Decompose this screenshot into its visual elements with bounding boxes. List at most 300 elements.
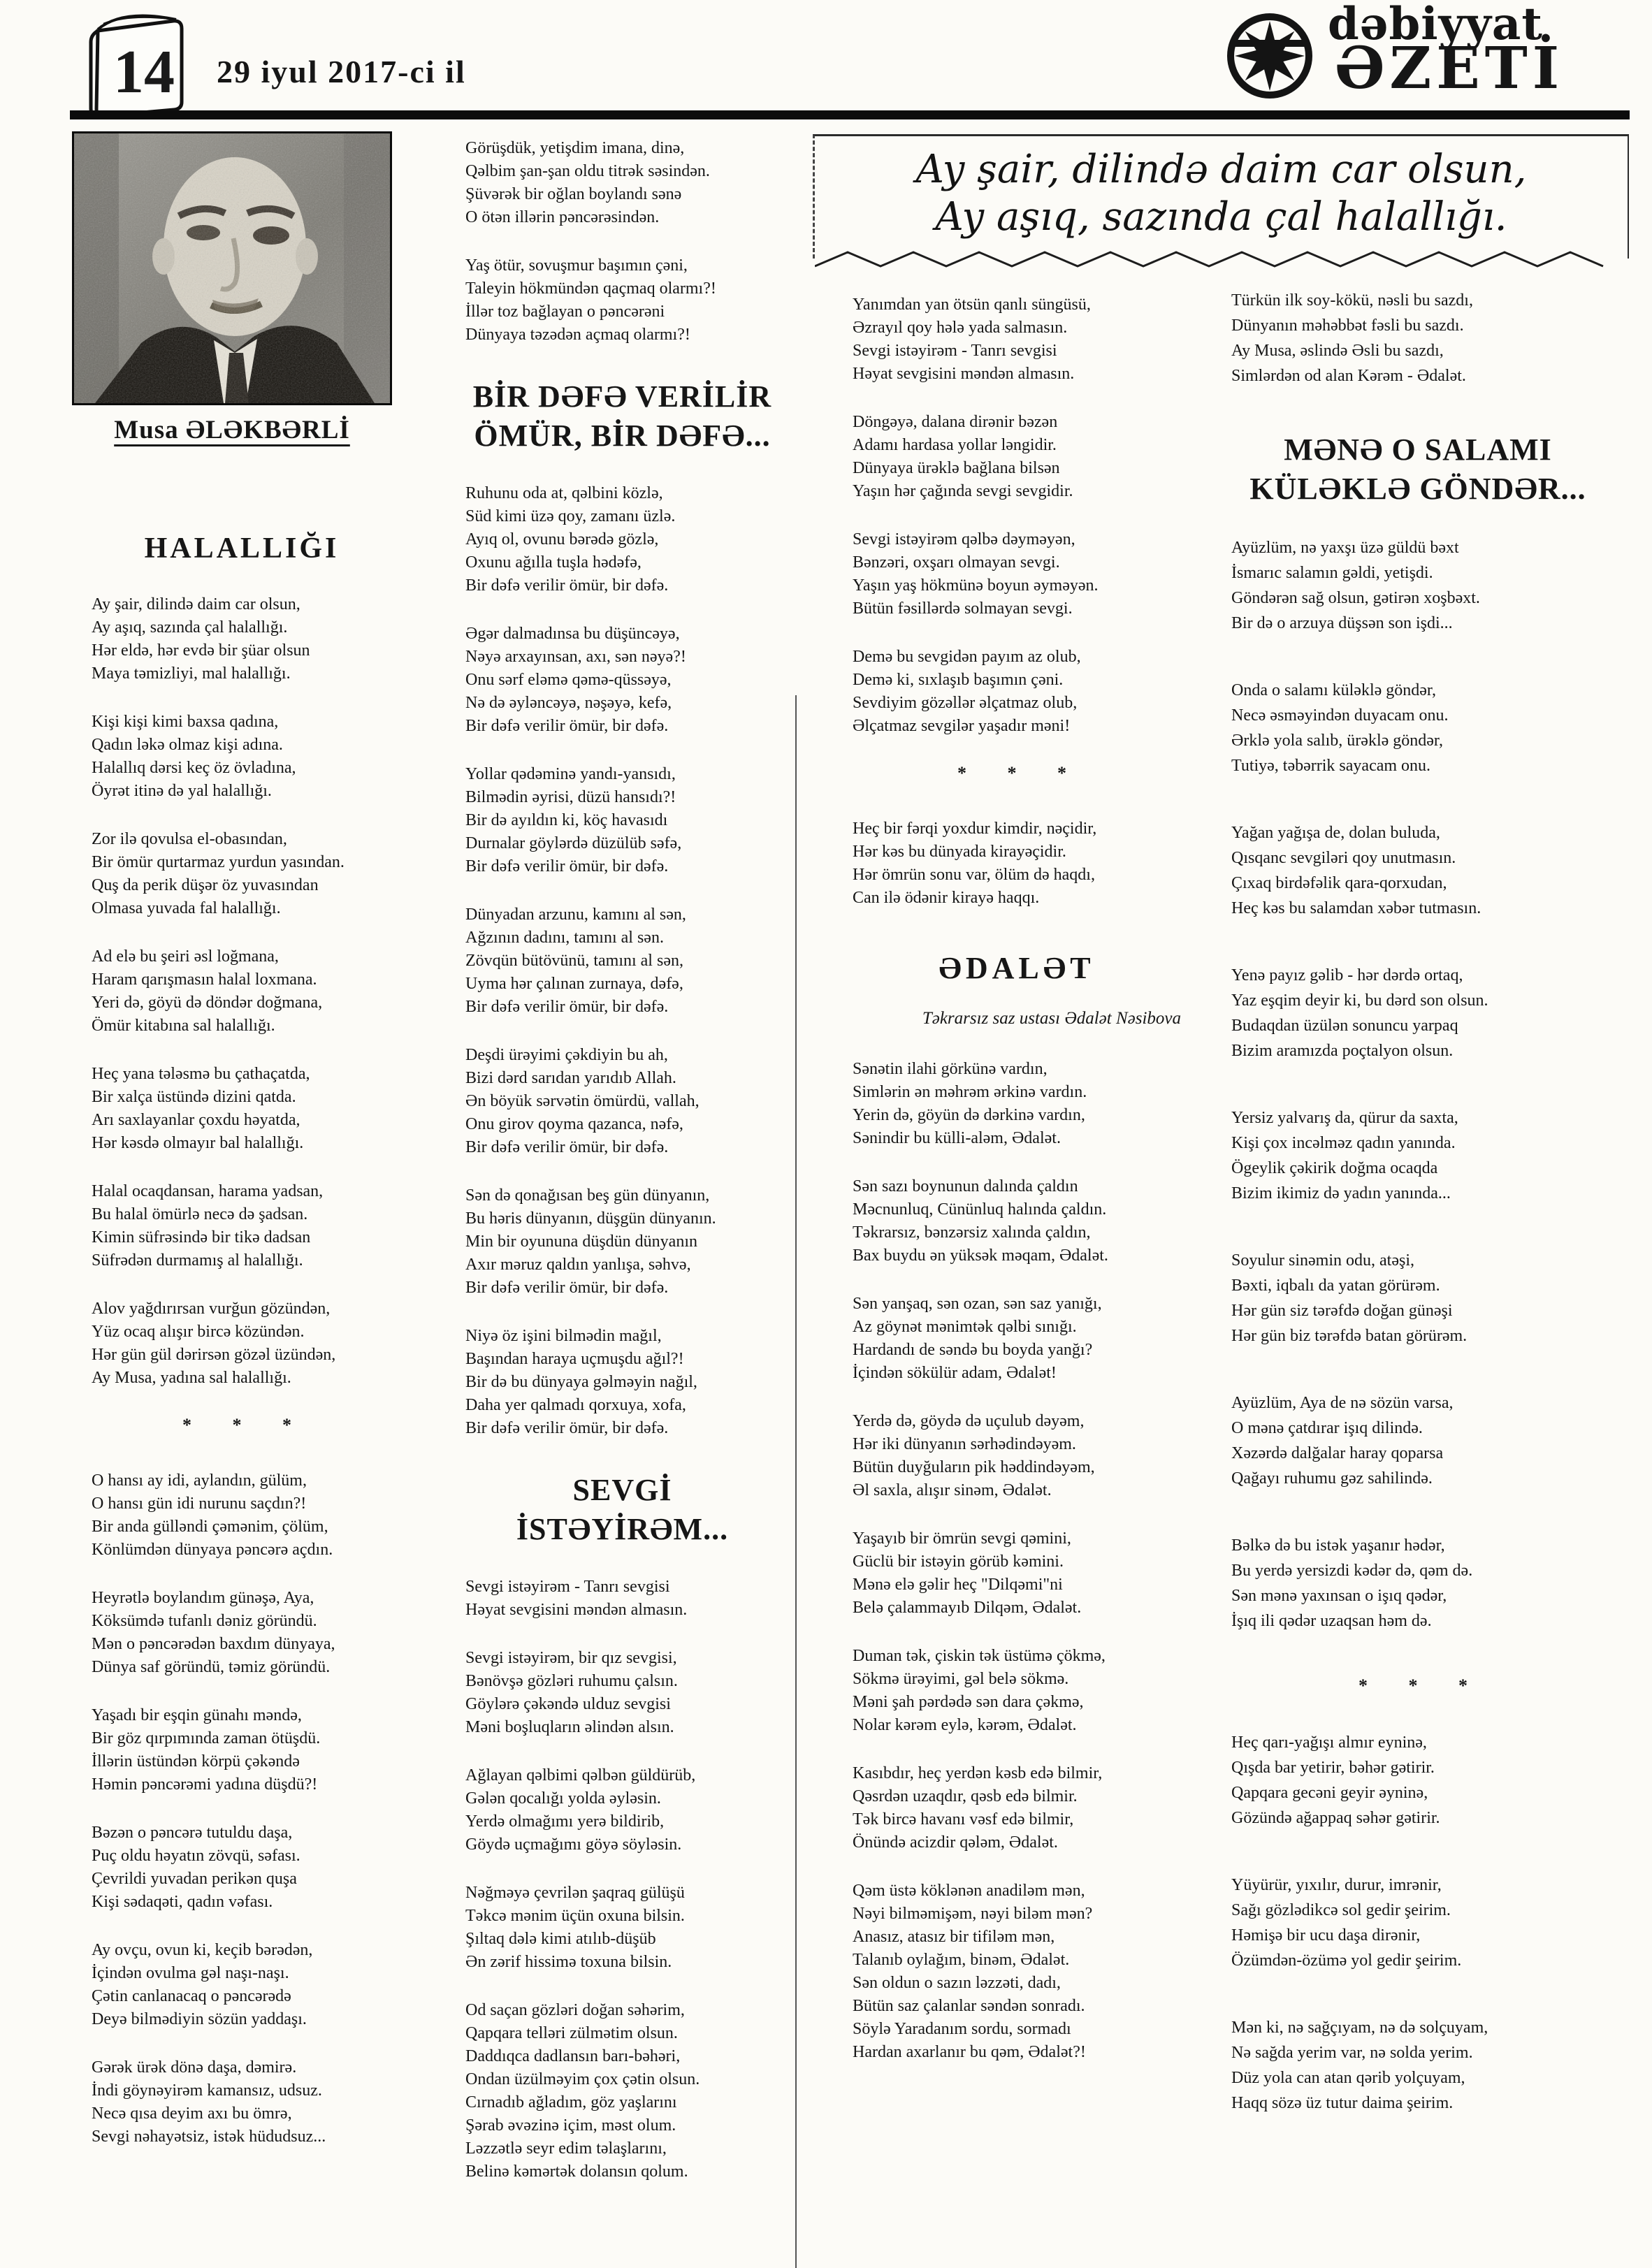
poem-line: Əl saxla, alışır sinəm, Ədalət. bbox=[853, 1481, 1052, 1499]
poem-line: Təkcə mənim üçün oxuna bilsin. bbox=[465, 1907, 685, 1925]
poem-line: Həmin pəncərəmi yadına düşdü?! bbox=[92, 1775, 318, 1794]
poem-line: Sevgi istəyirəm - Tanrı sevgisi bbox=[853, 342, 1057, 360]
zigzag-divider bbox=[815, 249, 1627, 271]
poem-line: Şıltaq dələ kimi atılıb-düşüb bbox=[465, 1930, 656, 1948]
poem-line: Gərək ürək dönə daşa, dəmirə. bbox=[92, 2058, 297, 2077]
banner-line-2: Ay aşıq, sazında çal halallığı. bbox=[935, 194, 1507, 240]
poem-line: Hər iki dünyanın sərhədindəyəm. bbox=[853, 1435, 1076, 1453]
poem-line: Sağı gözlədikcə sol gedir şeirim. bbox=[1231, 1901, 1451, 1919]
poem-line: Arı saxlayanlar çoxdu həyatda, bbox=[92, 1111, 300, 1129]
poem-line: Bu həris dünyanın, düşgün dünyanın. bbox=[465, 1209, 716, 1228]
poem-line: Bir dəfə verilir ömür, bir dəfə. bbox=[465, 717, 669, 735]
poem-line: Ondan üzülməyim çox çətin olsun. bbox=[465, 2070, 700, 2088]
poem-line: İşıq ili qədər uzaqsan həm də. bbox=[1231, 1612, 1432, 1630]
poem-line: Şərab əvəzinə içim, məst olum. bbox=[465, 2116, 676, 2135]
poem-stanza bbox=[92, 1469, 392, 1562]
poem-line: İndi göynəyirəm kamansız, udsuz. bbox=[92, 2081, 322, 2100]
column-divider bbox=[795, 695, 797, 2268]
poem-stanza bbox=[853, 1645, 1181, 1737]
poem-stanza bbox=[1231, 1730, 1604, 1831]
poem-stanza bbox=[1231, 288, 1604, 388]
poem-line: O ötən illərin pəncərəsindən. bbox=[465, 208, 660, 226]
poem-line: Kişi çox incəlməz qadın yanında. bbox=[1231, 1134, 1456, 1152]
poem-line: Bir xalça üstündə dizini qatda. bbox=[92, 1088, 296, 1106]
poem-line: Belinə kəmərtək dolansın qolum. bbox=[465, 2162, 688, 2181]
poem-line: Sən oldun o sazın ləzzəti, dadı, bbox=[853, 1974, 1061, 1992]
poem-line: Anasız, atasız bir tifiləm mən, bbox=[853, 1928, 1055, 1946]
poem-line: Önündə acizdir qələm, Ədalət. bbox=[853, 1833, 1058, 1852]
poem-line: Nəyi bilməmişəm, nəyi biləm mən? bbox=[853, 1905, 1093, 1923]
poem-line: İsmarıc salamın gəldi, yetişdi. bbox=[1231, 564, 1433, 582]
poem-line: Bütün fəsillərdə solmayan sevgi. bbox=[853, 599, 1073, 618]
star-sun-emblem-icon bbox=[1217, 1, 1322, 106]
poem-line: Bənzəri, oxşarı olmayan sevgi. bbox=[853, 553, 1060, 572]
poem-stanza bbox=[1231, 1248, 1604, 1349]
poem-line: Necə qısa deyim axı bu ömrə, bbox=[92, 2105, 292, 2123]
poem-line: Bir dəfə verilir ömür, bir dəfə. bbox=[465, 1279, 669, 1297]
poem-line: Nə də əyləncəyə, nəşəyə, kefə, bbox=[465, 694, 672, 712]
poem-line: Hər eldə, hər evdə bir şüar olsun bbox=[92, 641, 310, 660]
poem-line: Hardan axarlanır bu qəm, Ədalət?! bbox=[853, 2043, 1086, 2061]
poem-line: Yollar qədəminə yandı-yansıdı, bbox=[465, 765, 676, 783]
poem-line: Onu girov qoyma qazanca, nəfə, bbox=[465, 1115, 683, 1133]
poem-line: Talanıb oylağım, binəm, Ədalət. bbox=[853, 1951, 1070, 1969]
poem-line: Çətin canlanacaq o pəncərədə bbox=[92, 1987, 291, 2005]
poem-stanza bbox=[92, 945, 392, 1038]
poem-stanza bbox=[465, 1999, 779, 2183]
poem-stanza bbox=[853, 1410, 1181, 1502]
poem-line: Söylə Yaradanım sordu, sormadı bbox=[853, 2020, 1071, 2038]
poem-line: Əlçatmaz sevgilər yaşadır məni! bbox=[853, 717, 1071, 735]
poem-line: Ağlayan qəlbimi qəlbən güldürüb, bbox=[465, 1766, 696, 1784]
stanza-separator: * * * bbox=[1358, 1675, 1486, 1696]
poem-stanza bbox=[465, 1325, 779, 1440]
poem-line: Hər kəs bu dünyada kirayəçidir. bbox=[853, 843, 1066, 861]
poem-line: Ay Musa, yadına sal halallığı. bbox=[92, 1369, 291, 1387]
poem-stanza bbox=[92, 2056, 392, 2149]
poem-line: Dünyaya ürəklə bağlana bilsən bbox=[853, 459, 1060, 477]
poem-line: Yüz ocaq alışır bircə közündən. bbox=[92, 1323, 305, 1341]
poem-line: Məni boşluqların əlindən alsın. bbox=[465, 1718, 674, 1736]
poem-stanza bbox=[465, 1764, 779, 1856]
poem-line: Süd kimi üzə qoy, zamanı üzlə. bbox=[465, 507, 676, 525]
poem-line: Bir göz qırpımında zaman ötüşdü. bbox=[92, 1729, 321, 1747]
poem-stanza bbox=[92, 1180, 392, 1272]
poem-line: Belə çalammayıb Dilqəm, Ədalət. bbox=[853, 1599, 1082, 1617]
poem-line: İllər toz bağlayan o pəncərəni bbox=[465, 303, 665, 321]
poem-line: Şüvərək bir oğlan boylandı sənə bbox=[465, 185, 682, 203]
poem-line: Köksümdə tufanlı dəniz göründü. bbox=[92, 1612, 317, 1630]
poem-line: Qəlbim şan-şan oldu titrək səsindən. bbox=[465, 162, 710, 180]
stanza-separator: * * * bbox=[957, 763, 1085, 783]
poem-line: Sənətin ilahi görkünə vardın, bbox=[853, 1060, 1048, 1078]
poem-line: Quş da perik düşər öz yuvasından bbox=[92, 876, 319, 894]
poem-line: Həyat sevgisini məndən almasın. bbox=[853, 365, 1075, 383]
poem-line: Xəzərdə dalğalar haray qoparsa bbox=[1231, 1444, 1444, 1462]
masthead-line1: dəbiyyat bbox=[1328, 0, 1543, 50]
poem-line: Ayüzlüm, Aya de nə sözün varsa, bbox=[1231, 1394, 1454, 1412]
poem-line: Simlərdən od alan Kərəm - Ədalət. bbox=[1231, 367, 1466, 385]
poem-title-line: MƏNƏ O SALAMI bbox=[1284, 432, 1552, 467]
poem-line: Öyrət itinə də yal halallığı. bbox=[92, 782, 272, 800]
poem-line: Deyə bilmədiyin sözün yaddaşı. bbox=[92, 2010, 307, 2028]
poem-stanza bbox=[853, 646, 1181, 738]
poem-stanza bbox=[465, 1184, 779, 1300]
poem-stanza bbox=[1231, 2015, 1604, 2116]
poem-line: Könlümdən dünyaya pəncərə açdın. bbox=[92, 1541, 333, 1559]
poem-stanza bbox=[465, 1882, 779, 1974]
poem-line: Sevgi istəyirəm qəlbə dəyməyən, bbox=[853, 530, 1075, 548]
poem-line: Bütün saz çalanlar səndən sonradı. bbox=[853, 1997, 1085, 2015]
poem-line: Yerdə olmağımı yerə bildirib, bbox=[465, 1812, 665, 1831]
poem-line: Bütün duyğuların pik həddindəyəm, bbox=[853, 1458, 1095, 1476]
poem-line: Sən də qonağısan beş gün dünyanın, bbox=[465, 1186, 710, 1205]
poem-line: Bizim ikimiz də yadın yanında... bbox=[1231, 1184, 1451, 1202]
poem-line: Qadın ləkə olmaz kişi adına. bbox=[92, 736, 283, 754]
poem-line: Hər gün gül dərirsən gözəl üzündən, bbox=[92, 1346, 336, 1364]
poem-line: Gözündə ağappaq səhər gətirir. bbox=[1231, 1809, 1440, 1827]
poem-line: Sənindir bu külli-aləm, Ədalət. bbox=[853, 1129, 1061, 1147]
poem-line: Ağzının dadını, tamını al sən. bbox=[465, 929, 664, 947]
poem-line: Ay aşıq, sazında çal halallığı. bbox=[92, 618, 288, 637]
poem-stanza bbox=[465, 903, 779, 1019]
poem-line: Ögeylik çəkirik doğma ocaqda bbox=[1231, 1159, 1438, 1177]
poem-stanza bbox=[465, 254, 779, 347]
poem-line: Yaş ötür, sovuşmur başımın çəni, bbox=[465, 256, 688, 275]
header-rule bbox=[70, 110, 1630, 119]
column-1-blocks bbox=[72, 529, 392, 2149]
author-name: Musa ƏLƏKBƏRLİ bbox=[114, 416, 350, 444]
poem-line: Qəm üstə köklənən anadiləm mən, bbox=[853, 1882, 1085, 1900]
poem-stanza bbox=[1231, 1390, 1604, 1491]
poem-line: Ay Musa, əslində Əsli bu sazdı, bbox=[1231, 342, 1444, 360]
poem-line: Kasıbdır, heç yerdən kəsb edə bilmir, bbox=[853, 1764, 1103, 1782]
poem-line: Çevrildi yuvadan perikən quşa bbox=[92, 1870, 297, 1888]
poem-line: Bəzən o pəncərə tutuldu daşa, bbox=[92, 1824, 293, 1842]
poem-line: Bəxti, iqbalı da yatan görürəm. bbox=[1231, 1277, 1440, 1295]
poem-line: O hansı ay idi, aylandın, gülüm, bbox=[92, 1471, 307, 1490]
page-number-glyph: 14 bbox=[113, 38, 175, 106]
poem-line: Ömür kitabına sal halallığı. bbox=[92, 1017, 275, 1035]
poem-line: Hər gün siz tərəfdə doğan günəşi bbox=[1231, 1302, 1453, 1320]
poem-line: Olmasa yuvada fal halallığı. bbox=[92, 899, 281, 917]
poem-line: Məcnunluq, Cününluq halında çaldın. bbox=[853, 1200, 1107, 1219]
poem-line: Halallıq dərsi keç öz övladına, bbox=[92, 759, 296, 777]
poem-line: Görüşdük, yetişdim imana, dinə, bbox=[465, 139, 685, 157]
poem-line: Ən böyük sərvətin ömürdü, vallah, bbox=[465, 1092, 700, 1110]
poem-stanza bbox=[465, 1044, 779, 1159]
poem-line: Yenə payız gəlib - hər dərdə ortaq, bbox=[1231, 966, 1463, 984]
poem-line: Nəyə arxayınsan, axı, sən nəyə?! bbox=[465, 648, 686, 666]
poem-line: Can ilə ödənir kirayə haqqı. bbox=[853, 889, 1040, 907]
poem-line: Onda o salamı küləklə göndər, bbox=[1231, 681, 1436, 699]
poem-stanza bbox=[92, 1297, 392, 1390]
poem-line: Hər ömrün sonu var, ölüm də haqdı, bbox=[853, 866, 1095, 884]
poem-title bbox=[465, 1471, 779, 1549]
poem-line: Ay şair, dilində daim car olsun, bbox=[92, 595, 300, 613]
poem-line: Mənə elə gəlir heç "Dilqəmi"ni bbox=[853, 1576, 1063, 1594]
poem-line: Əzrayıl qoy hələ yada salmasın. bbox=[853, 319, 1068, 337]
poem-line: Qapqara telləri zülmətim olsun. bbox=[465, 2024, 678, 2042]
poem-line: Nə sağda yerim var, nə solda yerim. bbox=[1231, 2044, 1473, 2062]
poem-line: Həmişə bir ucu daşa dirənir, bbox=[1231, 1926, 1421, 1944]
poem-line: Yanımdan yan ötsün qanlı süngüsü, bbox=[853, 296, 1091, 314]
poem-line: Hər kəsdə olmayır bal halallığı. bbox=[92, 1134, 304, 1152]
poem-line: Kimin süfrəsində bir tikə dadsan bbox=[92, 1228, 311, 1246]
poem-line: Taleyin hökmündən qaçmaq olarmı?! bbox=[465, 279, 716, 298]
poem-stanza bbox=[92, 593, 392, 685]
poem-line: Mən ki, nə sağçıyam, nə də solçuyam, bbox=[1231, 2019, 1488, 2037]
poem-stanza bbox=[465, 482, 779, 597]
poem-line: Tutiyə, təbərrik sayacam onu. bbox=[1231, 757, 1431, 775]
poem-line: Heyrətlə boylandım günəşə, Aya, bbox=[92, 1589, 314, 1607]
poem-line: Simlərin ən məhrəm ərkinə vardın. bbox=[853, 1083, 1087, 1101]
poem-line: Güclü bir istəyin görüb kəmini. bbox=[853, 1553, 1064, 1571]
poem-line: Ay ovçu, ovun ki, keçib bərədən, bbox=[92, 1941, 313, 1959]
poem-line: Soyulur sinəmin odu, atəşi, bbox=[1231, 1251, 1414, 1270]
poem-title bbox=[853, 949, 1181, 988]
headline-banner bbox=[813, 134, 1629, 259]
poem-line: Sən yanşaq, sən ozan, sən saz yanığı, bbox=[853, 1295, 1102, 1313]
poem-line: Hardandı de səndə bu boyda yanğı? bbox=[853, 1341, 1093, 1359]
poem-line: Puç oldu həyatın zövqü, səfası. bbox=[92, 1847, 300, 1865]
poem-stanza bbox=[92, 828, 392, 920]
poem-line: Oxunu ağılla tuşla hədəfə, bbox=[465, 553, 642, 572]
poem-stanza bbox=[853, 817, 1181, 910]
poem-line: Döngəyə, dalana dirənir bəzən bbox=[853, 413, 1058, 431]
poem-line: Bir ömür qurtarmaz yurdun yasından. bbox=[92, 853, 345, 871]
poem-line: Özümdən-özümə yol gedir şeirim. bbox=[1231, 1951, 1462, 1970]
poem-line: Daddıqca dadlansın barı-bəhəri, bbox=[465, 2047, 681, 2065]
poem-line: Duman tək, çiskin tək üstümə çökmə, bbox=[853, 1647, 1106, 1665]
poem-stanza bbox=[92, 1822, 392, 1914]
poem-stanza bbox=[465, 763, 779, 878]
poem-title-line: ƏDALƏT bbox=[939, 951, 1095, 985]
poem-line: Haqq sözə üz tutur daima şeirim. bbox=[1231, 2094, 1454, 2112]
poem-stanza bbox=[853, 411, 1181, 503]
poem-line: Yaşadı bir eşqin günahı məndə, bbox=[92, 1706, 302, 1724]
poem-line: İllərin üstündən körpü çəkəndə bbox=[92, 1752, 300, 1771]
poem-line: Sevgi nəhayətsiz, istək hüdudsuz... bbox=[92, 2128, 326, 2146]
masthead-line2: ƏZETİ bbox=[1335, 35, 1565, 102]
poem-line: Onu sərf eləmə qəmə-qüssəyə, bbox=[465, 671, 672, 689]
poem-line: Türkün ilk soy-kökü, nəsli bu sazdı, bbox=[1231, 291, 1473, 310]
poem-line: Bir də o arzuya düşsən son işdi... bbox=[1231, 614, 1453, 632]
poem-line: Ad elə bu şeiri əsl loğmana, bbox=[92, 947, 279, 966]
poem-stanza bbox=[853, 293, 1181, 386]
poem-line: Bənövşə gözləri ruhumu çalsın. bbox=[465, 1672, 678, 1690]
poem-line: Bir dəfə verilir ömür, bir dəfə. bbox=[465, 1419, 669, 1437]
poem-line: Düz yola can atan qərib yolçuyam, bbox=[1231, 2069, 1465, 2087]
poem-title-line: SEVGİ İSTƏYİRƏM... bbox=[516, 1473, 729, 1546]
poem-line: Bizi dərd sarıdan yarıdıb Allah. bbox=[465, 1069, 676, 1087]
poem-line: Yaşayıb bir ömrün sevgi qəmini, bbox=[853, 1529, 1071, 1548]
poem-title bbox=[465, 377, 779, 456]
poem-line: Nəğməyə çevrilən şaqraq gülüşü bbox=[465, 1884, 685, 1902]
poem-title-line: KÜLƏKLƏ GÖNDƏR... bbox=[1249, 472, 1586, 506]
poem-stanza bbox=[465, 137, 779, 229]
poem-line: Budaqdan üzülən sonuncu yarpaq bbox=[1231, 1017, 1458, 1035]
poem-line: Bir dəfə verilir ömür, bir dəfə. bbox=[465, 576, 669, 595]
poem-line: Göydə uçmağımı göyə söyləsin. bbox=[465, 1836, 682, 1854]
poem-line: Yerdə də, göydə də uçulub dəyəm, bbox=[853, 1412, 1085, 1430]
poem-line: Yaşın hər çağında sevgi sevgidir. bbox=[853, 482, 1073, 500]
poem-stanza bbox=[92, 1063, 392, 1155]
poem-stanza bbox=[465, 1576, 779, 1622]
poem-stanza bbox=[92, 1704, 392, 1796]
poem-line: Bir də ayıldın ki, köç havasıdı bbox=[465, 811, 668, 829]
poem-line: Ayıq ol, ovunu bərədə gözlə, bbox=[465, 530, 659, 548]
poem-line: Yerin də, göyün də dərkinə vardın, bbox=[853, 1106, 1085, 1124]
poem-line: Heç bir fərqi yoxdur kimdir, nəçidir, bbox=[853, 820, 1097, 838]
poem-title-line: ÖMÜR, BİR DƏFƏ... bbox=[474, 419, 771, 453]
poem-stanza bbox=[92, 1939, 392, 2031]
poem-line: Kişi sədaqəti, qadın vəfası. bbox=[92, 1893, 273, 1911]
poem-line: Qağayı ruhumu gəz sahilində. bbox=[1231, 1469, 1433, 1488]
poem-line: O mənə çatdırar işıq dilində. bbox=[1231, 1419, 1423, 1437]
poem-line: Alov yağdırırsan vurğun gözündən, bbox=[92, 1300, 331, 1318]
poem-line: Halal ocaqdansan, harama yadsan, bbox=[92, 1182, 324, 1200]
masthead-logo bbox=[1217, 1, 1637, 112]
poem-stanza bbox=[853, 1058, 1181, 1150]
poem-line: Sən sazı boynunun dalında çaldın bbox=[853, 1177, 1078, 1195]
poem-line: Od saçan gözləri doğan səhərim, bbox=[465, 2001, 685, 2019]
poem-line: Sevgi istəyirəm - Tanrı sevgisi bbox=[465, 1578, 670, 1596]
poem-line: Sən mənə yaxınsan o işıq qədər, bbox=[1231, 1587, 1447, 1605]
poem-line: Göylərə çəkəndə ulduz sevgisi bbox=[465, 1695, 671, 1713]
poem-line: Bilmədin əyrisi, düzü hansıdı?! bbox=[465, 788, 676, 806]
poem-line: Ayüzlüm, nə yaxşı üzə güldü bəxt bbox=[1231, 539, 1459, 557]
poem-stanza bbox=[92, 711, 392, 803]
poem-stanza bbox=[853, 1175, 1181, 1267]
poem-stanza bbox=[853, 1527, 1181, 1620]
banner-line-1: Ay şair, dilində daim car olsun, bbox=[915, 147, 1527, 192]
poem-line: Haram qarışmasın halal loxmana. bbox=[92, 971, 317, 989]
poem-line: Başından haraya uçmuşdu ağıl?! bbox=[465, 1350, 684, 1368]
poem-line: Heç qarı-yağışı almır eyninə, bbox=[1231, 1733, 1427, 1752]
poem-title bbox=[1231, 430, 1604, 509]
poem-line: Dünya saf göründü, təmiz göründü. bbox=[92, 1658, 331, 1676]
poem-line: O hansı gün idi nurunu saçdın?! bbox=[92, 1495, 307, 1513]
poem-line: Bir dəfə verilir ömür, bir dəfə. bbox=[465, 1138, 669, 1156]
poem-line: Süfrədən durmamış al halallığı. bbox=[92, 1251, 303, 1270]
poem-line: Həyat sevgisini məndən almasın. bbox=[465, 1601, 688, 1619]
poem-line: Yağan yağışa de, dolan buluda, bbox=[1231, 824, 1440, 842]
poem-line: Ən zərif hissimə toxuna bilsin. bbox=[465, 1953, 672, 1971]
poem-line: Demə bu sevgidən payım az olub, bbox=[853, 648, 1081, 666]
poem-line: Yüyürür, yıxılır, durur, imrənir, bbox=[1231, 1876, 1442, 1894]
poem-stanza bbox=[853, 1293, 1181, 1385]
poem-stanza bbox=[465, 1647, 779, 1739]
poem-line: Ərklə yola salıb, ürəklə göndər, bbox=[1231, 732, 1443, 750]
poem-dedication: Təkrarsız saz ustası Ədalət Nəsibova bbox=[922, 1009, 1181, 1028]
stanza-separator: * * * bbox=[182, 1415, 310, 1435]
poem-line: Bir də bu dünyaya gəlməyin nağıl, bbox=[465, 1373, 697, 1391]
poem-line: Maya təmizliyi, mal halallığı. bbox=[92, 664, 291, 683]
poem-stanza bbox=[1231, 1533, 1604, 1634]
poem-stanza bbox=[1231, 1873, 1604, 1973]
poem-title bbox=[92, 529, 392, 568]
poem-stanza bbox=[1231, 678, 1604, 778]
poem-line: Bir dəfə verilir ömür, bir dəfə. bbox=[465, 857, 669, 875]
poem-stanza bbox=[1231, 535, 1604, 636]
poem-line: Bir anda gülləndi çəmənim, çölüm, bbox=[92, 1518, 328, 1536]
poem-line: Yeri də, göyü də döndər doğmana, bbox=[92, 994, 323, 1012]
poem-line: Bu yerdə yersizdi kədər də, qəm də. bbox=[1231, 1562, 1473, 1580]
poem-line: Ruhunu oda at, qəlbini közlə, bbox=[465, 484, 663, 502]
poem-line: Uyma hər çalınan zurnaya, dəfə, bbox=[465, 975, 683, 993]
poem-stanza bbox=[1231, 820, 1604, 921]
column-1 bbox=[72, 131, 392, 2174]
author-portrait-photo bbox=[72, 131, 392, 405]
poem-line: Sevdiyim gözəllər əlçatmaz olub, bbox=[853, 694, 1078, 712]
poem-line: Yaşın yaş hökmünə boyun əyməyən. bbox=[853, 576, 1099, 595]
column-4 bbox=[1216, 288, 1604, 2158]
poem-line: İçindən ovulma gəl naşı-naşı. bbox=[92, 1964, 289, 1982]
poem-line: Qışda bar yetirir, bəhər gətirir. bbox=[1231, 1759, 1435, 1777]
poem-line: Axır məruz qaldın yanlışa, səhvə, bbox=[465, 1256, 691, 1274]
poem-line: Dünyadan arzunu, kamını al sən, bbox=[465, 906, 686, 924]
poem-line: Deşdi ürəyimi çəkdiyin bu ah, bbox=[465, 1046, 668, 1064]
poem-line: Daha yer qalmadı qorxuya, xofa, bbox=[465, 1396, 686, 1414]
poem-line: Qəsrdən uzaqdır, qəsb edə bilmir. bbox=[853, 1787, 1078, 1805]
poem-line: Adamı hardasa yollar ləngidir. bbox=[853, 436, 1057, 454]
poem-stanza bbox=[853, 528, 1181, 620]
poem-line: Dünyanın məhəbbət fəsli bu sazdı. bbox=[1231, 317, 1464, 335]
poem-line: Sökmə ürəyimi, gəl belə sökmə. bbox=[853, 1670, 1069, 1688]
poem-line: Min bir oyununa düşdün dünyanın bbox=[465, 1233, 697, 1251]
poem-line: Hər gün biz tərəfdə batan görürəm. bbox=[1231, 1327, 1468, 1345]
poem-line: Sevgi istəyirəm, bir qız sevgisi, bbox=[465, 1649, 677, 1667]
poem-stanza bbox=[1231, 963, 1604, 1063]
poem-line: Gələn qocalığı yolda əyləsin. bbox=[465, 1789, 661, 1808]
poem-line: Heç kəs bu salamdan xəbər tutmasın. bbox=[1231, 899, 1481, 917]
poem-stanza bbox=[853, 1880, 1181, 2064]
poem-line: Yaz eşqim deyir ki, bu dərd son olsun. bbox=[1231, 991, 1488, 1010]
page-date: 29 iyul 2017-ci il bbox=[217, 54, 466, 89]
poem-line: Dünyaya təzədən açmaq olarmı?! bbox=[465, 326, 690, 344]
poem-stanza bbox=[853, 1762, 1181, 1854]
poem-line: Az göynət mənimtək qəlbi sınığı. bbox=[853, 1318, 1077, 1336]
poem-line: Bəlkə də bu istək yaşanır hədər, bbox=[1231, 1536, 1445, 1555]
poem-title-line: HALALLIĞI bbox=[144, 532, 340, 565]
poem-title-line: BİR DƏFƏ VERİLİR bbox=[472, 379, 772, 414]
poem-line: Zövqün bütövünü, tamını al sən, bbox=[465, 952, 683, 970]
poem-stanza bbox=[1231, 1105, 1604, 1206]
poem-line: Ləzzətlə seyr edim təlaşlarını, bbox=[465, 2139, 667, 2158]
poem-stanza bbox=[465, 623, 779, 738]
poem-line: Niyə öz işini bilmədin mağıl, bbox=[465, 1327, 662, 1345]
poem-line: Durnalar göylərdə düzülüb səfə, bbox=[465, 834, 682, 852]
poem-line: Göndərən sağ olsun, gətirən xoşbəxt. bbox=[1231, 589, 1480, 607]
poem-line: Bax buydu ən yüksək məqam, Ədalət. bbox=[853, 1246, 1108, 1265]
column-3 bbox=[818, 293, 1181, 2089]
poem-line: Qapqara gecəni geyir əyninə, bbox=[1231, 1784, 1428, 1802]
poem-line: Təkrarsız, bənzərsiz xalında çaldın, bbox=[853, 1223, 1091, 1242]
poem-line: Tək bircə havanı vəsf edə bilmir, bbox=[853, 1810, 1074, 1829]
poem-line: Bizim aramızda poçtalyon olsun. bbox=[1231, 1042, 1454, 1060]
poem-line: İçindən sökülür adam, Ədalət! bbox=[853, 1364, 1057, 1382]
poem-line: Heç yana tələsmə bu çathaçatda, bbox=[92, 1065, 310, 1083]
poem-line: Qısqanc sevgiləri qoy unutmasın. bbox=[1231, 849, 1456, 867]
poem-line: Bu halal ömürlə necə də şadsan. bbox=[92, 1205, 308, 1223]
book-page-icon bbox=[67, 6, 204, 117]
poem-line: Çıxaq birdəfəlik qara-qorxudan, bbox=[1231, 874, 1447, 892]
poem-line: Necə əsməyindən duyacam onu. bbox=[1231, 706, 1449, 725]
poem-line: Bir dəfə verilir ömür, bir dəfə. bbox=[465, 998, 669, 1016]
poem-line: Əgər dalmadınsa bu düşüncəyə, bbox=[465, 625, 680, 643]
poem-line: Nolar kərəm eylə, kərəm, Ədalət. bbox=[853, 1716, 1077, 1734]
